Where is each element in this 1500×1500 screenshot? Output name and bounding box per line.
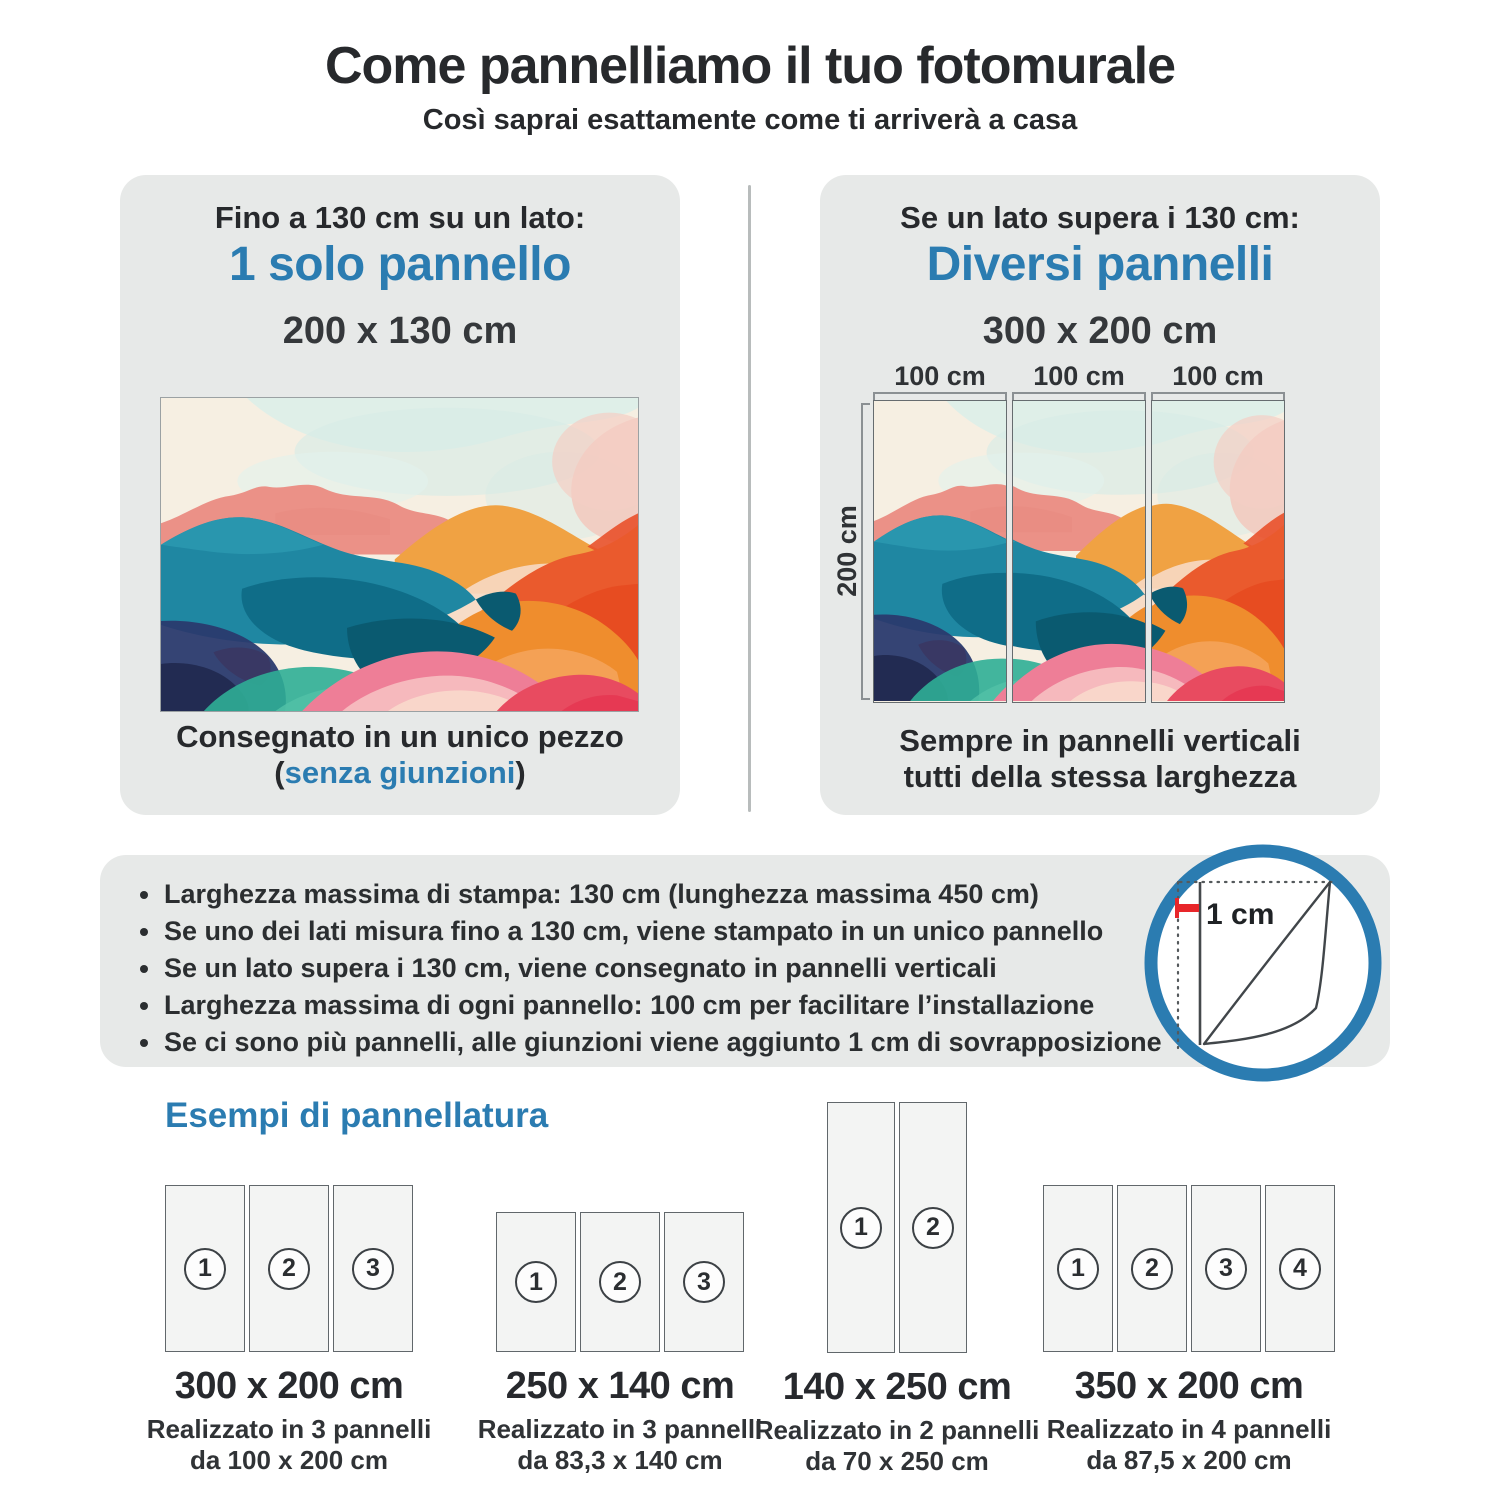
rule-item: Se ci sono più pannelli, alle giunzioni viene aggiunto 1 cm di sovrapposizione — [140, 1024, 1162, 1061]
example-dimensions: 250 x 140 cm — [505, 1365, 735, 1407]
example-panel — [496, 1212, 576, 1352]
example-panel — [249, 1185, 329, 1352]
single-panel-caption-line2 — [120, 755, 680, 791]
height-label: 200 cm — [832, 505, 862, 597]
panel-number-badge: 2 — [599, 1261, 641, 1303]
rule-item: Larghezza massima di stampa: 130 cm (lunghezza massima 450 cm) — [140, 876, 1162, 913]
page-subtitle: Così saprai esattamente come ti arriverà a casa — [422, 104, 1078, 136]
cards-divider — [748, 185, 751, 812]
example-group-1 — [119, 1185, 459, 1476]
example-group-4 — [1019, 1185, 1359, 1476]
example-panel — [333, 1185, 413, 1352]
example-line2: da 87,5 x 200 cm — [1086, 1445, 1292, 1475]
panel-number-badge: 1 — [1057, 1248, 1099, 1290]
example-panel — [1191, 1185, 1261, 1352]
example-line1: Realizzato in 2 pannelli — [754, 1415, 1040, 1445]
example-line2: da 100 x 200 cm — [189, 1445, 389, 1475]
mural-panel-3 — [1151, 400, 1285, 703]
example-line2: da 83,3 x 140 cm — [517, 1445, 723, 1475]
example-line1: Realizzato in 3 pannelli — [146, 1414, 432, 1444]
single-panel-heading: Fino a 130 cm su un lato: — [214, 200, 586, 235]
panel-number-badge: 2 — [268, 1248, 310, 1290]
panel-number-badge: 3 — [352, 1248, 394, 1290]
width-label-3: 100 cm — [1172, 361, 1264, 391]
mural-panels — [873, 400, 1285, 703]
example-panel — [899, 1102, 967, 1353]
width-measure-bracket-1 — [873, 392, 1007, 400]
single-panel-dimensions: 200 x 130 cm — [282, 310, 518, 352]
height-measure-bracket — [861, 403, 870, 700]
rules-list — [140, 876, 1162, 1061]
bullet-dot-icon — [140, 965, 148, 973]
panel-number-badge: 4 — [1279, 1248, 1321, 1290]
example-panel — [827, 1102, 895, 1353]
panel-number-badge: 2 — [912, 1207, 954, 1249]
mural-panel-1 — [873, 400, 1007, 703]
panel-number-badge: 1 — [184, 1248, 226, 1290]
multi-panel-card — [820, 175, 1380, 815]
panel-number-badge: 1 — [840, 1207, 882, 1249]
example-panels — [1019, 1185, 1359, 1352]
example-panel — [1117, 1185, 1187, 1352]
example-panels — [119, 1185, 459, 1352]
mural-panel-2 — [1012, 400, 1146, 703]
watercolor-image — [160, 397, 639, 712]
example-group-3 — [727, 1102, 1067, 1477]
example-line2: da 70 x 250 cm — [805, 1446, 989, 1476]
rule-item: Se un lato supera i 130 cm, viene consegnato in pannelli verticali — [140, 950, 1162, 987]
example-panel — [580, 1212, 660, 1352]
single-panel-caption-line1: Consegnato in un unico pezzo — [176, 719, 624, 754]
example-panel — [1265, 1185, 1335, 1352]
overlap-detail-icon — [1138, 838, 1388, 1088]
multi-panel-dimensions: 300 x 200 cm — [982, 310, 1218, 352]
example-dimensions: 300 x 200 cm — [174, 1365, 404, 1407]
rule-item: Larghezza massima di ogni pannello: 100 cm per facilitare l’installazione — [140, 987, 1162, 1024]
page-title: Come pannelliamo il tuo fotomurale — [324, 37, 1176, 95]
multi-panel-highlight: Diversi pannelli — [926, 238, 1274, 291]
multi-panel-caption-line2: tutti della stessa larghezza — [903, 759, 1297, 794]
panel-number-badge: 3 — [1205, 1248, 1247, 1290]
bullet-dot-icon — [140, 891, 148, 899]
single-panel-highlight: 1 solo pannello — [229, 238, 571, 291]
example-dimensions: 350 x 200 cm — [1074, 1365, 1304, 1407]
width-label-1: 100 cm — [894, 361, 986, 391]
bullet-dot-icon — [140, 1039, 148, 1047]
caption-paren-close: ) — [515, 755, 526, 790]
multi-panel-caption-line1: Sempre in pannelli verticali — [899, 723, 1301, 758]
panel-number-badge: 1 — [515, 1261, 557, 1303]
panel-number-badge: 2 — [1131, 1248, 1173, 1290]
bullet-dot-icon — [140, 928, 148, 936]
width-label-2: 100 cm — [1033, 361, 1125, 391]
example-dimensions: 140 x 250 cm — [782, 1366, 1012, 1408]
examples-heading: Esempi di pannellatura — [165, 1096, 549, 1135]
bullet-dot-icon — [140, 1002, 148, 1010]
width-measure-bracket-2 — [1012, 392, 1146, 400]
caption-emphasis: senza giunzioni — [284, 755, 516, 790]
overlap-label: 1 cm — [1206, 898, 1275, 931]
example-line1: Realizzato in 4 pannelli — [1046, 1414, 1332, 1444]
example-panel — [1043, 1185, 1113, 1352]
width-measure-bracket-3 — [1151, 392, 1285, 400]
single-panel-card — [120, 175, 680, 815]
multi-panel-heading: Se un lato supera i 130 cm: — [900, 200, 1300, 235]
caption-paren-open: ( — [274, 755, 285, 790]
panel-number-badge: 3 — [683, 1261, 725, 1303]
example-line1: Realizzato in 3 pannelli — [477, 1414, 763, 1444]
example-panels — [727, 1102, 1067, 1353]
example-panel — [165, 1185, 245, 1352]
rule-item: Se uno dei lati misura fino a 130 cm, viene stampato in un unico pannello — [140, 913, 1162, 950]
